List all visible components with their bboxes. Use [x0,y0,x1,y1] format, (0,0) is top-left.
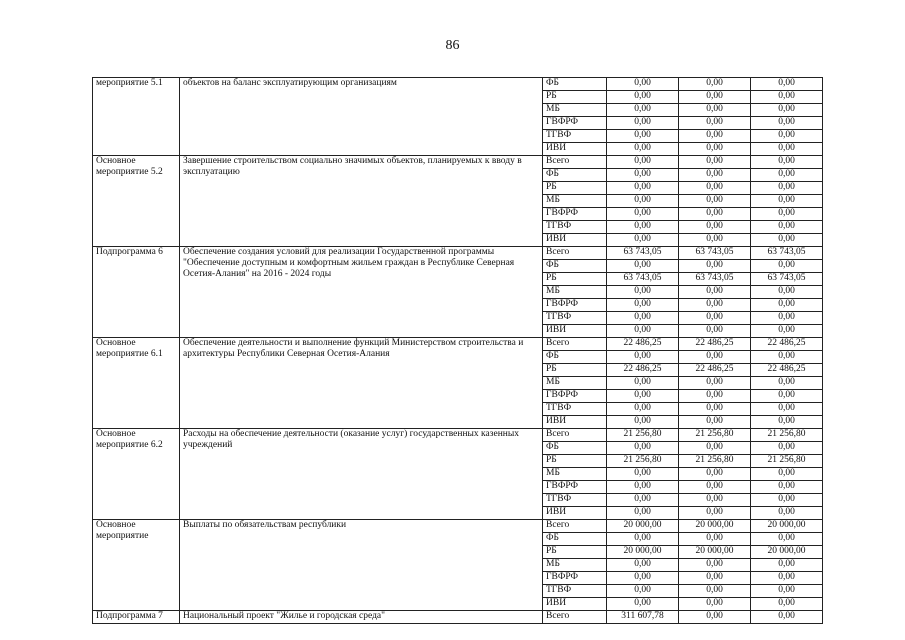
value-col-1: 0,00 [607,260,679,273]
funding-source: МБ [543,195,607,208]
funding-source: Всего [543,338,607,351]
value-col-3: 21 256,80 [751,429,823,442]
budget-table-body [93,78,823,624]
section-description: Обеспечение деятельности и выполнение функций Министерством строительства и архитектуры Республики Северная Осетия-Алания [180,338,543,429]
value-col-1: 311 607,78 [607,611,679,624]
value-col-1: 0,00 [607,182,679,195]
section-code: Основное мероприятие 6.2 [93,429,180,520]
value-col-2: 0,00 [679,78,751,91]
value-col-2: 20 000,00 [679,546,751,559]
value-col-3: 0,00 [751,377,823,390]
value-col-3: 0,00 [751,299,823,312]
funding-source: ФБ [543,533,607,546]
funding-source: ФБ [543,169,607,182]
section-code: Основное мероприятие [93,520,180,611]
value-col-3: 0,00 [751,481,823,494]
value-col-1: 20 000,00 [607,520,679,533]
value-col-2: 0,00 [679,91,751,104]
value-col-1: 0,00 [607,312,679,325]
funding-source: ИВИ [543,507,607,520]
value-col-3: 0,00 [751,208,823,221]
funding-source: Всего [543,429,607,442]
value-col-1: 0,00 [607,117,679,130]
funding-source: Всего [543,611,607,624]
value-col-2: 0,00 [679,299,751,312]
funding-source: ТГВФ [543,403,607,416]
section-code: Подпрограмма 6 [93,247,180,338]
table-row [93,156,823,169]
value-col-3: 0,00 [751,494,823,507]
section-code: мероприятие 5.1 [93,78,180,156]
value-col-3: 0,00 [751,611,823,624]
section-description: объектов на баланс эксплуатирующим организациям [180,78,543,156]
value-col-3: 0,00 [751,559,823,572]
table-row [93,429,823,442]
value-col-3: 0,00 [751,598,823,611]
value-col-1: 0,00 [607,91,679,104]
value-col-3: 0,00 [751,312,823,325]
value-col-3: 0,00 [751,403,823,416]
funding-source: ИВИ [543,598,607,611]
section-description: Обеспечение создания условий для реализации Государственной программы "Обеспечение доступным и комфортным жильем граждан в Республике Северная Осетия-Алания" на 2016 - 2024 годы [180,247,543,338]
funding-source: ГВФРФ [543,208,607,221]
funding-source: МБ [543,559,607,572]
value-col-1: 0,00 [607,442,679,455]
value-col-2: 0,00 [679,260,751,273]
value-col-1: 0,00 [607,494,679,507]
value-col-1: 0,00 [607,130,679,143]
value-col-1: 22 486,25 [607,364,679,377]
value-col-1: 0,00 [607,104,679,117]
value-col-3: 0,00 [751,234,823,247]
funding-source: РБ [543,455,607,468]
funding-source: ТГВФ [543,312,607,325]
value-col-2: 21 256,80 [679,429,751,442]
funding-source: Всего [543,156,607,169]
funding-source: ГВФРФ [543,117,607,130]
value-col-2: 0,00 [679,598,751,611]
value-col-1: 0,00 [607,208,679,221]
value-col-1: 21 256,80 [607,429,679,442]
value-col-1: 0,00 [607,416,679,429]
value-col-3: 0,00 [751,585,823,598]
section-description: Завершение строительством социально значимых объектов, планируемых к вводу в эксплуатацию [180,156,543,247]
value-col-3: 0,00 [751,91,823,104]
value-col-1: 0,00 [607,78,679,91]
value-col-2: 0,00 [679,156,751,169]
value-col-3: 0,00 [751,325,823,338]
value-col-1: 63 743,05 [607,273,679,286]
value-col-1: 0,00 [607,143,679,156]
value-col-1: 22 486,25 [607,338,679,351]
funding-source: МБ [543,286,607,299]
page-number: 86 [445,38,460,53]
value-col-2: 0,00 [679,182,751,195]
value-col-2: 0,00 [679,442,751,455]
value-col-2: 0,00 [679,572,751,585]
table-row [93,520,823,533]
value-col-1: 63 743,05 [607,247,679,260]
value-col-3: 0,00 [751,143,823,156]
value-col-3: 0,00 [751,442,823,455]
funding-source: ФБ [543,78,607,91]
funding-source: РБ [543,182,607,195]
value-col-1: 0,00 [607,325,679,338]
value-col-1: 0,00 [607,377,679,390]
section-description: Расходы на обеспечение деятельности (оказание услуг) государственных казенных учреждений [180,429,543,520]
table-row [93,338,823,351]
value-col-1: 0,00 [607,481,679,494]
value-col-1: 0,00 [607,221,679,234]
value-col-3: 0,00 [751,390,823,403]
section-code: Основное мероприятие 5.2 [93,156,180,247]
value-col-3: 21 256,80 [751,455,823,468]
value-col-2: 0,00 [679,507,751,520]
funding-source: ТГВФ [543,585,607,598]
value-col-3: 20 000,00 [751,520,823,533]
value-col-3: 20 000,00 [751,546,823,559]
value-col-3: 22 486,25 [751,338,823,351]
funding-source: ФБ [543,351,607,364]
funding-source: МБ [543,377,607,390]
value-col-2: 0,00 [679,494,751,507]
value-col-2: 0,00 [679,130,751,143]
funding-source: ГВФРФ [543,299,607,312]
value-col-2: 0,00 [679,559,751,572]
value-col-3: 0,00 [751,195,823,208]
funding-source: РБ [543,273,607,286]
funding-source: РБ [543,546,607,559]
value-col-3: 0,00 [751,169,823,182]
value-col-2: 0,00 [679,416,751,429]
value-col-2: 63 743,05 [679,273,751,286]
value-col-3: 0,00 [751,117,823,130]
value-col-2: 0,00 [679,117,751,130]
value-col-2: 63 743,05 [679,247,751,260]
value-col-1: 0,00 [607,559,679,572]
funding-source: РБ [543,91,607,104]
value-col-2: 0,00 [679,234,751,247]
budget-table [92,77,823,624]
value-col-2: 0,00 [679,208,751,221]
funding-source: ИВИ [543,325,607,338]
value-col-2: 0,00 [679,325,751,338]
value-col-1: 0,00 [607,195,679,208]
value-col-1: 0,00 [607,598,679,611]
funding-source: ТГВФ [543,221,607,234]
value-col-2: 0,00 [679,611,751,624]
value-col-2: 0,00 [679,377,751,390]
funding-source: МБ [543,468,607,481]
funding-source: ИВИ [543,143,607,156]
funding-source: ГВФРФ [543,572,607,585]
value-col-1: 0,00 [607,585,679,598]
value-col-2: 0,00 [679,468,751,481]
value-col-2: 0,00 [679,533,751,546]
value-col-1: 0,00 [607,286,679,299]
funding-source: ТГВФ [543,130,607,143]
value-col-1: 0,00 [607,533,679,546]
value-col-1: 0,00 [607,156,679,169]
value-col-2: 0,00 [679,195,751,208]
value-col-2: 0,00 [679,390,751,403]
value-col-3: 0,00 [751,130,823,143]
value-col-3: 0,00 [751,104,823,117]
value-col-3: 0,00 [751,572,823,585]
value-col-2: 21 256,80 [679,455,751,468]
funding-source: ИВИ [543,234,607,247]
value-col-2: 22 486,25 [679,338,751,351]
value-col-3: 0,00 [751,260,823,273]
value-col-3: 0,00 [751,182,823,195]
value-col-1: 0,00 [607,351,679,364]
funding-source: ФБ [543,442,607,455]
funding-source: ФБ [543,260,607,273]
value-col-3: 0,00 [751,78,823,91]
value-col-2: 22 486,25 [679,364,751,377]
value-col-2: 0,00 [679,481,751,494]
value-col-3: 0,00 [751,507,823,520]
funding-source: ТГВФ [543,494,607,507]
funding-source: ГВФРФ [543,390,607,403]
value-col-1: 0,00 [607,468,679,481]
value-col-3: 0,00 [751,351,823,364]
value-col-2: 0,00 [679,585,751,598]
value-col-1: 0,00 [607,403,679,416]
funding-source: ИВИ [543,416,607,429]
value-col-1: 0,00 [607,234,679,247]
funding-source: Всего [543,520,607,533]
value-col-3: 0,00 [751,221,823,234]
value-col-2: 0,00 [679,312,751,325]
value-col-2: 0,00 [679,351,751,364]
value-col-3: 0,00 [751,416,823,429]
funding-source: МБ [543,104,607,117]
section-code: Основное мероприятие 6.1 [93,338,180,429]
value-col-2: 0,00 [679,104,751,117]
value-col-1: 0,00 [607,507,679,520]
value-col-1: 0,00 [607,299,679,312]
value-col-3: 0,00 [751,468,823,481]
section-code: Подпрограмма 7 [93,611,180,624]
value-col-2: 0,00 [679,143,751,156]
funding-source: Всего [543,247,607,260]
value-col-3: 0,00 [751,156,823,169]
value-col-2: 0,00 [679,403,751,416]
value-col-1: 0,00 [607,169,679,182]
value-col-2: 20 000,00 [679,520,751,533]
section-description: Национальный проект "Жилье и городская среда" [180,611,543,624]
value-col-2: 0,00 [679,169,751,182]
value-col-3: 0,00 [751,286,823,299]
value-col-1: 0,00 [607,390,679,403]
table-row [93,78,823,91]
value-col-3: 22 486,25 [751,364,823,377]
table-row [93,247,823,260]
value-col-2: 0,00 [679,286,751,299]
value-col-3: 0,00 [751,533,823,546]
value-col-1: 20 000,00 [607,546,679,559]
section-description: Выплаты по обязательствам республики [180,520,543,611]
value-col-2: 0,00 [679,221,751,234]
value-col-3: 63 743,05 [751,273,823,286]
table-row [93,611,823,624]
funding-source: РБ [543,364,607,377]
value-col-1: 0,00 [607,572,679,585]
value-col-3: 63 743,05 [751,247,823,260]
funding-source: ГВФРФ [543,481,607,494]
value-col-1: 21 256,80 [607,455,679,468]
